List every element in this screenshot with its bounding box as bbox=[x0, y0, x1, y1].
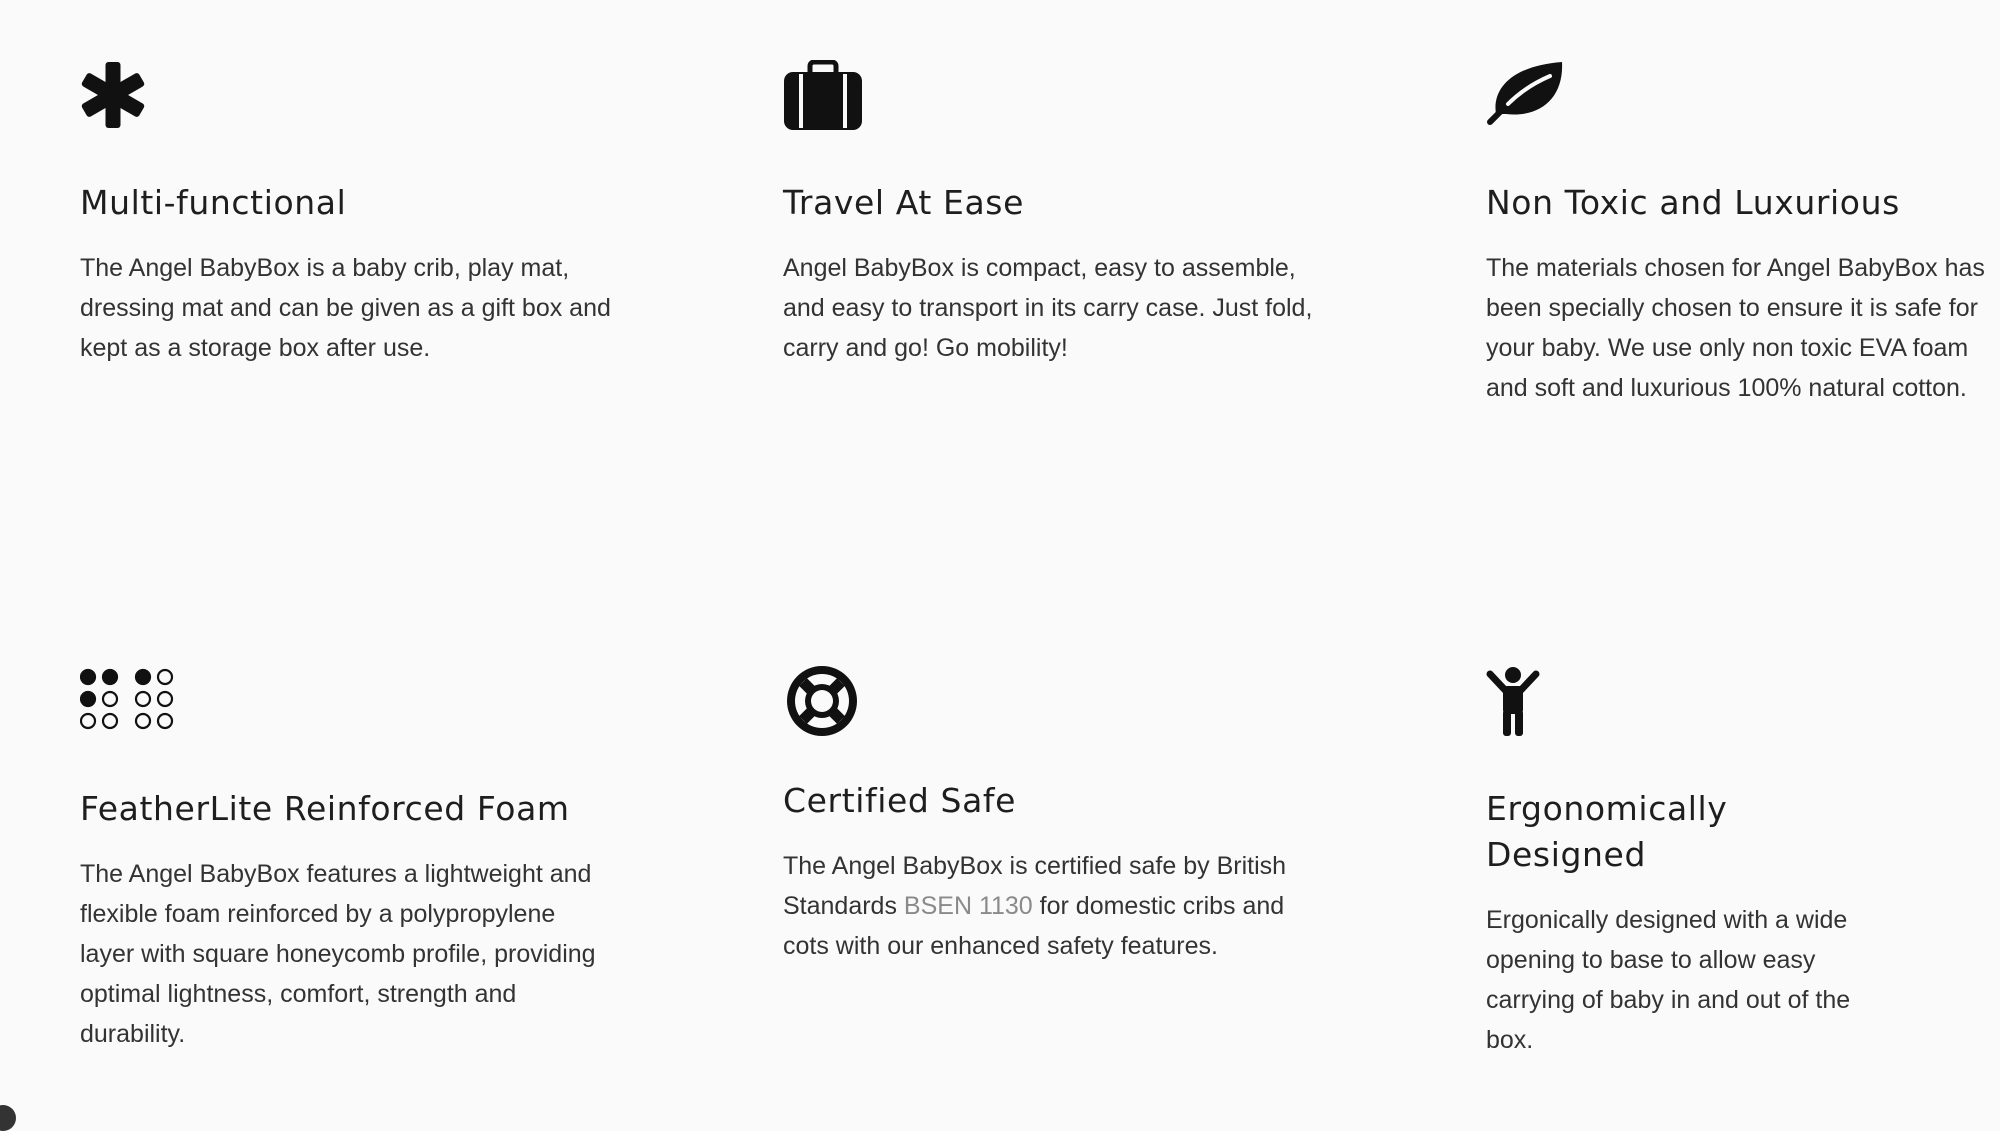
feature-title: Multi-functional bbox=[80, 183, 347, 222]
feature-title: Ergonomically Designed bbox=[1486, 789, 1728, 874]
bsen-1130-link[interactable]: BSEN 1130 bbox=[903, 892, 1033, 920]
feature-description: The Angel BabyBox is a baby crib, play mat, dressing mat and can be given as a gift box and kept as a storage box after use. bbox=[80, 254, 611, 362]
feature-ergonomically-designed bbox=[1486, 666, 1991, 1060]
braille-icon bbox=[80, 666, 640, 746]
feature-title: FeatherLite Reinforced Foam bbox=[80, 789, 570, 828]
feature-description: The materials chosen for Angel BabyBox has been specially chosen to ensure it is safe for your baby. We use only non toxic EVA foam and soft and luxurious 100% natural cotton. bbox=[1486, 254, 1985, 402]
feature-non-toxic bbox=[1486, 60, 1991, 408]
lifebuoy-icon bbox=[783, 662, 1343, 742]
feature-featherlite-foam bbox=[80, 666, 640, 1054]
feature-travel-at-ease bbox=[783, 60, 1343, 368]
feature-multi-functional bbox=[80, 60, 640, 368]
feature-certified-safe bbox=[783, 666, 1343, 966]
feature-description: Ergonically designed with a wide opening to base to allow easy carrying of baby in and out of the box. bbox=[1486, 906, 1851, 1054]
feature-title: Non Toxic and Luxurious bbox=[1486, 183, 1900, 222]
feature-description bbox=[783, 846, 1303, 966]
corner-scroll-indicator[interactable] bbox=[0, 1105, 16, 1131]
suitcase-icon bbox=[783, 60, 1343, 140]
feature-description: Angel BabyBox is compact, easy to assemble, and easy to transport in its carry case. Just fold, carry and go! Go mobility! bbox=[783, 254, 1313, 362]
feature-title: Certified Safe bbox=[783, 781, 1017, 820]
child-icon bbox=[1486, 666, 1991, 746]
feature-description: The Angel BabyBox features a lightweight and flexible foam reinforced by a polypropylene layer with square honeycomb profile, providing optimal lightness, comfort, strength and durability. bbox=[80, 860, 596, 1048]
description-text: The Angel BabyBox is certified safe by British Standards bbox=[783, 852, 1287, 920]
leaf-icon bbox=[1486, 60, 1991, 140]
description-text: for domestic cribs and cots with our enhanced safety features. bbox=[783, 892, 1285, 960]
feature-title: Travel At Ease bbox=[783, 183, 1024, 222]
asterisk-icon bbox=[80, 60, 640, 140]
